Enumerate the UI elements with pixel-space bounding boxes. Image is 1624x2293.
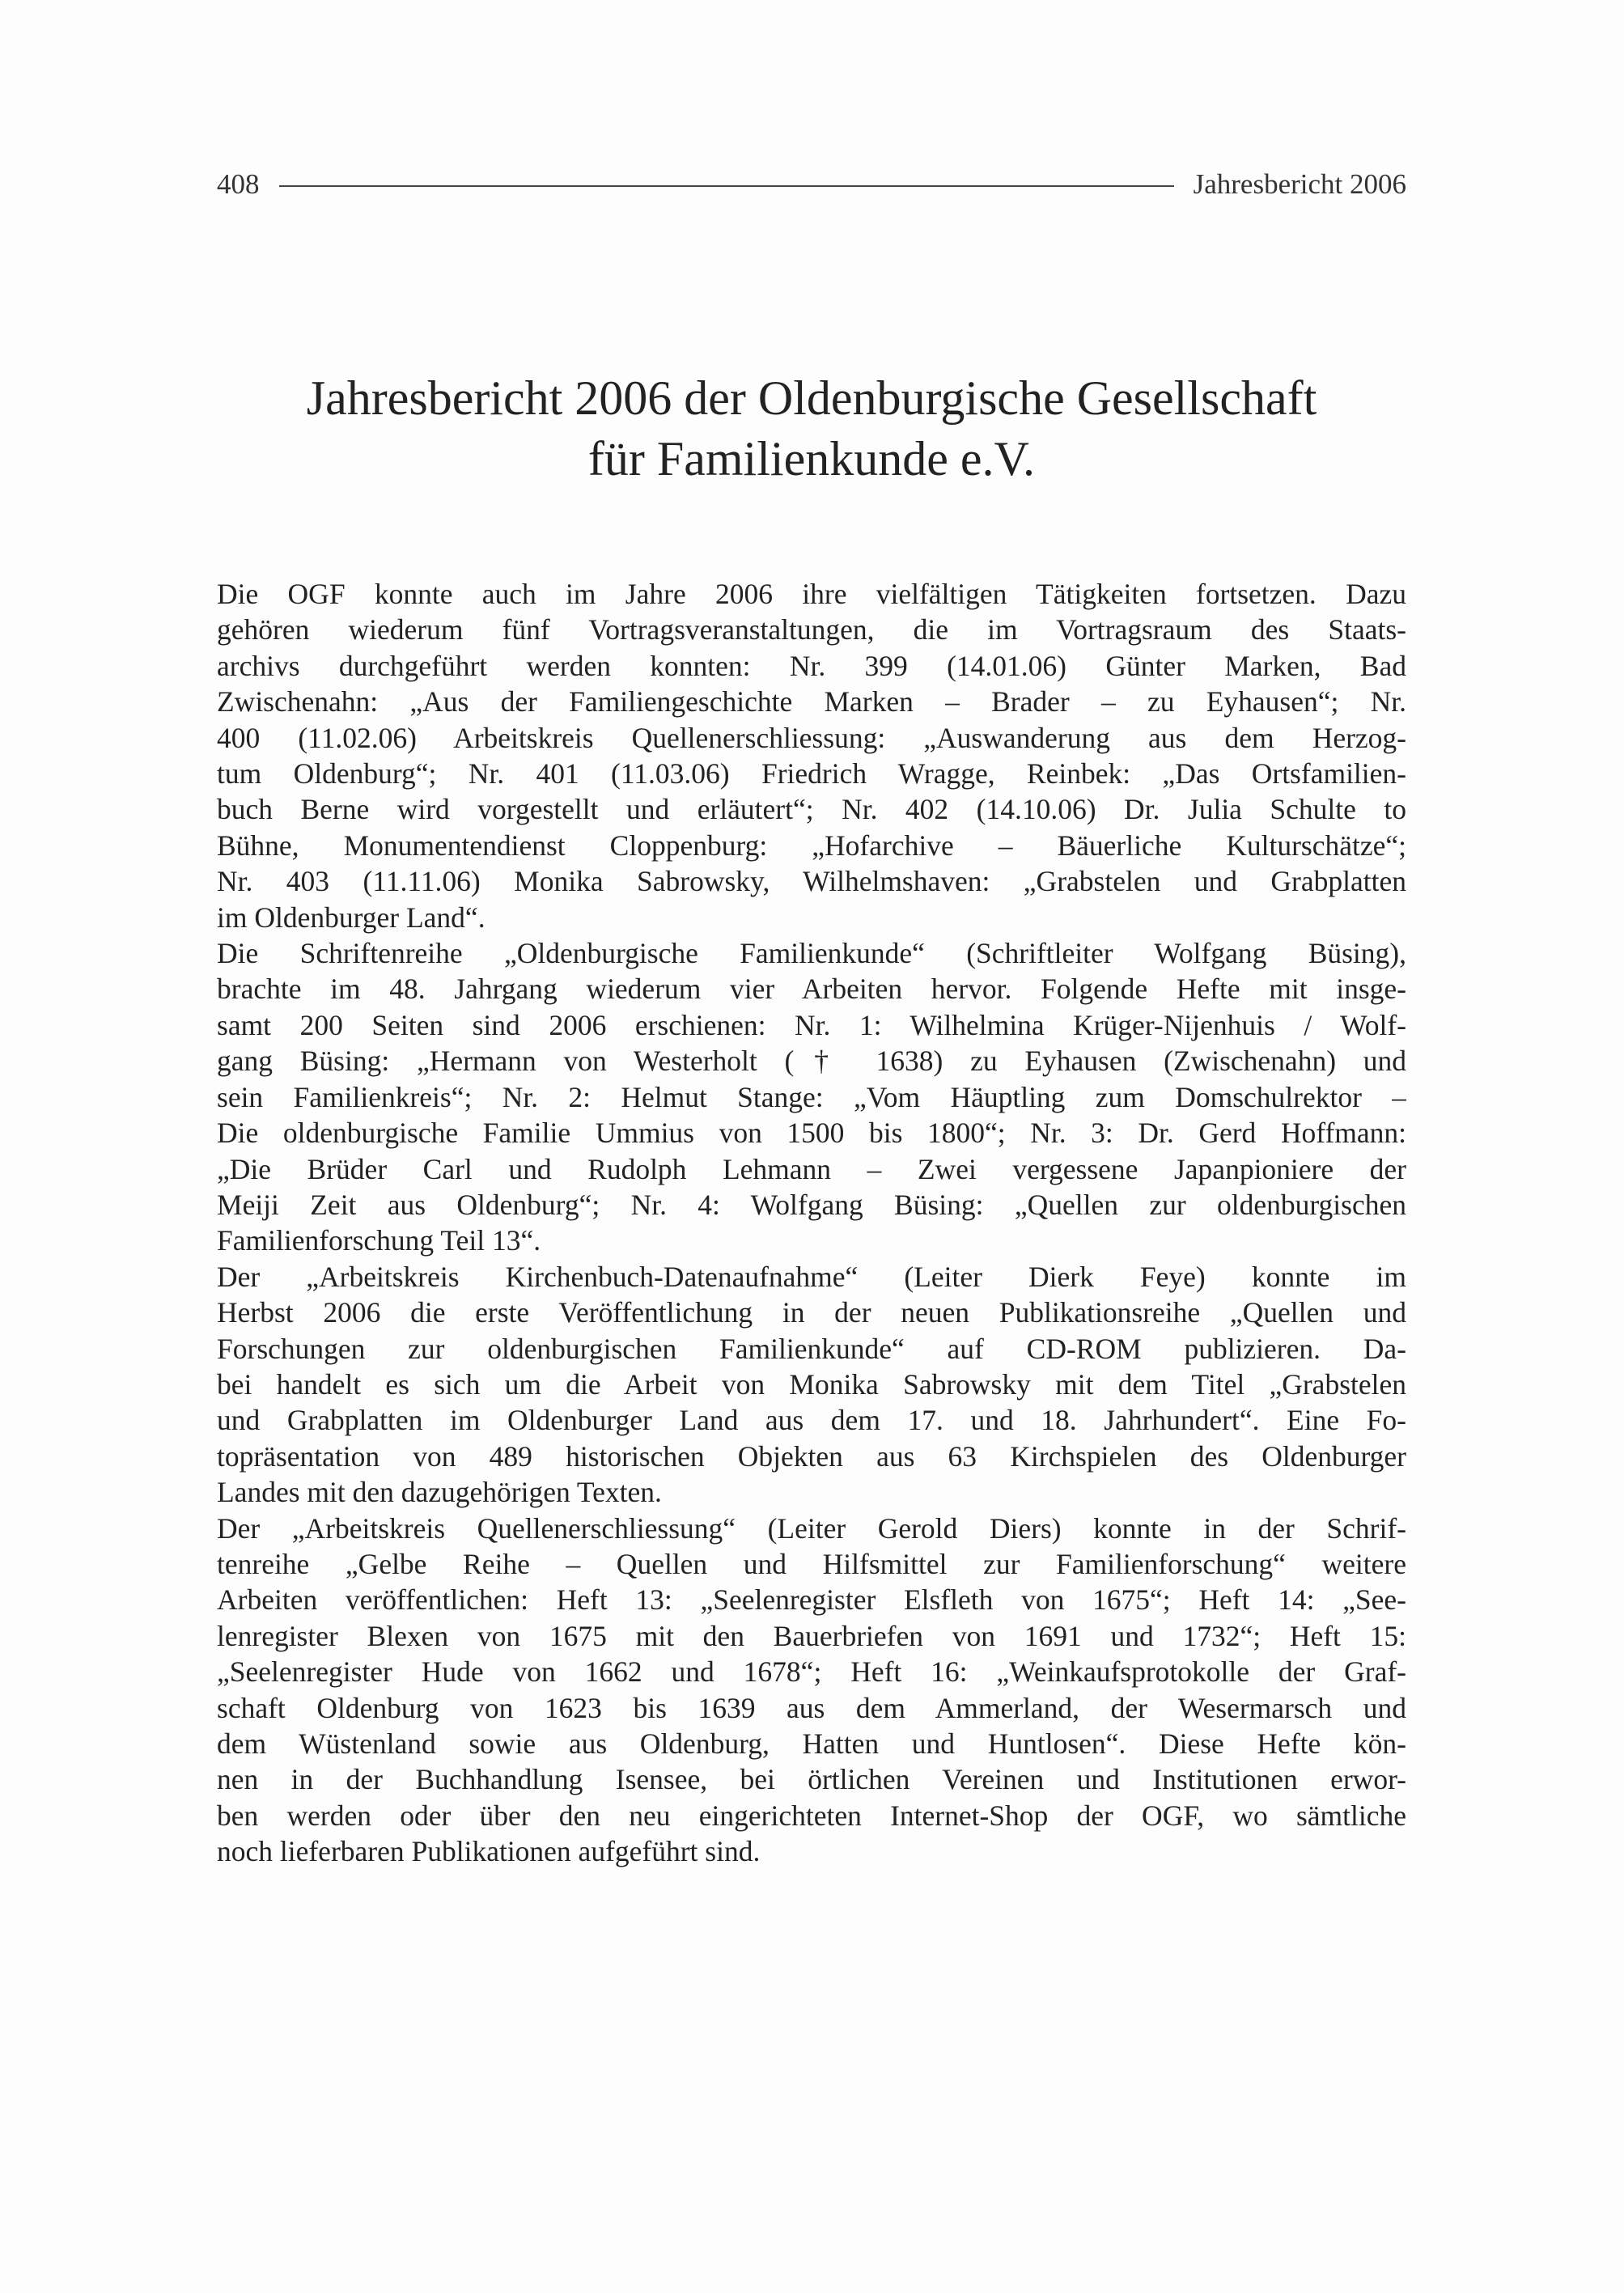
text-line: Landes mit den dazugehörigen Texten. [217, 1476, 662, 1509]
text-line: bei handelt es sich um die Arbeit von Monika Sabrowsky mit dem Titel „Grabstelen [217, 1367, 1406, 1401]
text-line: Zwischenahn: „Aus der Familiengeschichte Marken – Brader – zu Eyhausen“; Nr. [217, 685, 1406, 718]
text-line: Der „Arbeitskreis Kirchenbuch-Datenaufnahme“ (Leiter Dierk Feye) konnte im [217, 1260, 1406, 1293]
text-line: Die OGF konnte auch im Jahre 2006 ihre vielfältigen Tätigkeiten fortsetzen. Dazu [217, 578, 1406, 610]
text-line: Bühne, Monumentendienst Cloppenburg: „Hofarchive – Bäuerliche Kulturschätze“; [217, 829, 1406, 862]
text-line: Nr. 403 (11.11.06) Monika Sabrowsky, Wilhelmshaven: „Grabstelen und Grabplatten [217, 865, 1406, 898]
text-line: buch Berne wird vorgestellt und erläutert“; Nr. 402 (14.10.06) Dr. Julia Schulte to [217, 793, 1406, 826]
paragraph [217, 1511, 1406, 1870]
page-number: 408 [217, 168, 260, 200]
paragraph [217, 576, 1406, 935]
paragraph [217, 1259, 1406, 1511]
text-line: brachte im 48. Jahrgang wiederum vier Arbeiten hervor. Folgende Hefte mit insge- [217, 973, 1406, 1006]
text-line: topräsentation von 489 historischen Objekten aus 63 Kirchspielen des Oldenburger [217, 1439, 1406, 1473]
paragraph [217, 935, 1406, 1259]
text-line: samt 200 Seiten sind 2006 erschienen: Nr. 1: Wilhelmina Krüger-Nijenhuis / Wolf- [217, 1008, 1406, 1041]
text-line: und Grabplatten im Oldenburger Land aus dem 17. und 18. Jahrhundert“. Eine Fo- [217, 1404, 1406, 1437]
text-line: nen in der Buchhandlung Isensee, bei örtlichen Vereinen und Institutionen erwor- [217, 1763, 1406, 1796]
text-line: „Seelenregister Hude von 1662 und 1678“; Heft 16: „Weinkaufsprotokolle der Graf- [217, 1655, 1406, 1689]
text-line: ben werden oder über den neu eingerichteten Internet-Shop der OGF, wo sämtliche [217, 1799, 1406, 1832]
text-line: Herbst 2006 die erste Veröffentlichung in der neuen Publikationsreihe „Quellen und [217, 1296, 1406, 1329]
text-line: tenreihe „Gelbe Reihe – Quellen und Hilfsmittel zur Familienforschung“ weitere [217, 1547, 1406, 1580]
text-line: Die oldenburgische Familie Ummius von 1500 bis 1800“; Nr. 3: Dr. Gerd Hoffmann: [217, 1117, 1406, 1150]
text-line: dem Wüstenland sowie aus Oldenburg, Hatten und Huntlosen“. Diese Hefte kön- [217, 1727, 1406, 1760]
text-line: Arbeiten veröffentlichen: Heft 13: „Seelenregister Elsfleth von 1675“; Heft 14: „See- [217, 1583, 1406, 1617]
journal-title: Jahresbericht 2006 [1193, 168, 1406, 200]
body-text [217, 576, 1406, 1870]
text-line: Die Schriftenreihe „Oldenburgische Familienkunde“ (Schriftleiter Wolfgang Büsing), [217, 937, 1406, 970]
text-line: Forschungen zur oldenburgischen Familienkunde“ auf CD-ROM publizieren. Da- [217, 1332, 1406, 1365]
article-title-line-2: für Familienkunde e.V. [587, 432, 1036, 485]
article-title-line-1: Jahresbericht 2006 der Oldenburgische Gesellschaft [306, 371, 1317, 425]
text-line: noch lieferbaren Publikationen aufgeführt sind. [217, 1835, 761, 1868]
text-line: 400 (11.02.06) Arbeitskreis Quellenerschliessung: „Auswanderung aus dem Herzog- [217, 721, 1406, 754]
text-line: archivs durchgeführt werden konnten: Nr. 399 (14.01.06) Günter Marken, Bad [217, 649, 1406, 682]
text-line: Meiji Zeit aus Oldenburg“; Nr. 4: Wolfgang Büsing: „Quellen zur oldenburgischen [217, 1188, 1406, 1221]
text-line: tum Oldenburg“; Nr. 401 (11.03.06) Friedrich Wragge, Reinbek: „Das Ortsfamilien- [217, 757, 1406, 790]
text-line: gang Büsing: „Hermann von Westerholt († 1638) zu Eyhausen (Zwischenahn) und [217, 1045, 1406, 1078]
text-line: gehören wiederum fünf Vortragsveranstaltungen, die im Vortragsraum des Staats- [217, 613, 1406, 646]
text-line: im Oldenburger Land“. [217, 901, 486, 934]
header-rule [279, 185, 1174, 187]
text-line: Der „Arbeitskreis Quellenerschliessung“ (Leiter Gerold Diers) konnte in der Schrif- [217, 1511, 1406, 1545]
article-title [217, 368, 1406, 490]
text-line: lenregister Blexen von 1675 mit den Bauerbriefen von 1691 und 1732“; Heft 15: [217, 1619, 1406, 1652]
text-line: Familienforschung Teil 13“. [217, 1224, 541, 1257]
text-line: sein Familienkreis“; Nr. 2: Helmut Stange: „Vom Häuptling zum Domschulrektor – [217, 1080, 1406, 1113]
text-line: „Die Brüder Carl und Rudolph Lehmann – Zwei vergessene Japanpioniere der [217, 1152, 1406, 1185]
running-header [217, 167, 1406, 202]
text-line: schaft Oldenburg von 1623 bis 1639 aus dem Ammerland, der Wesermarsch und [217, 1691, 1406, 1724]
